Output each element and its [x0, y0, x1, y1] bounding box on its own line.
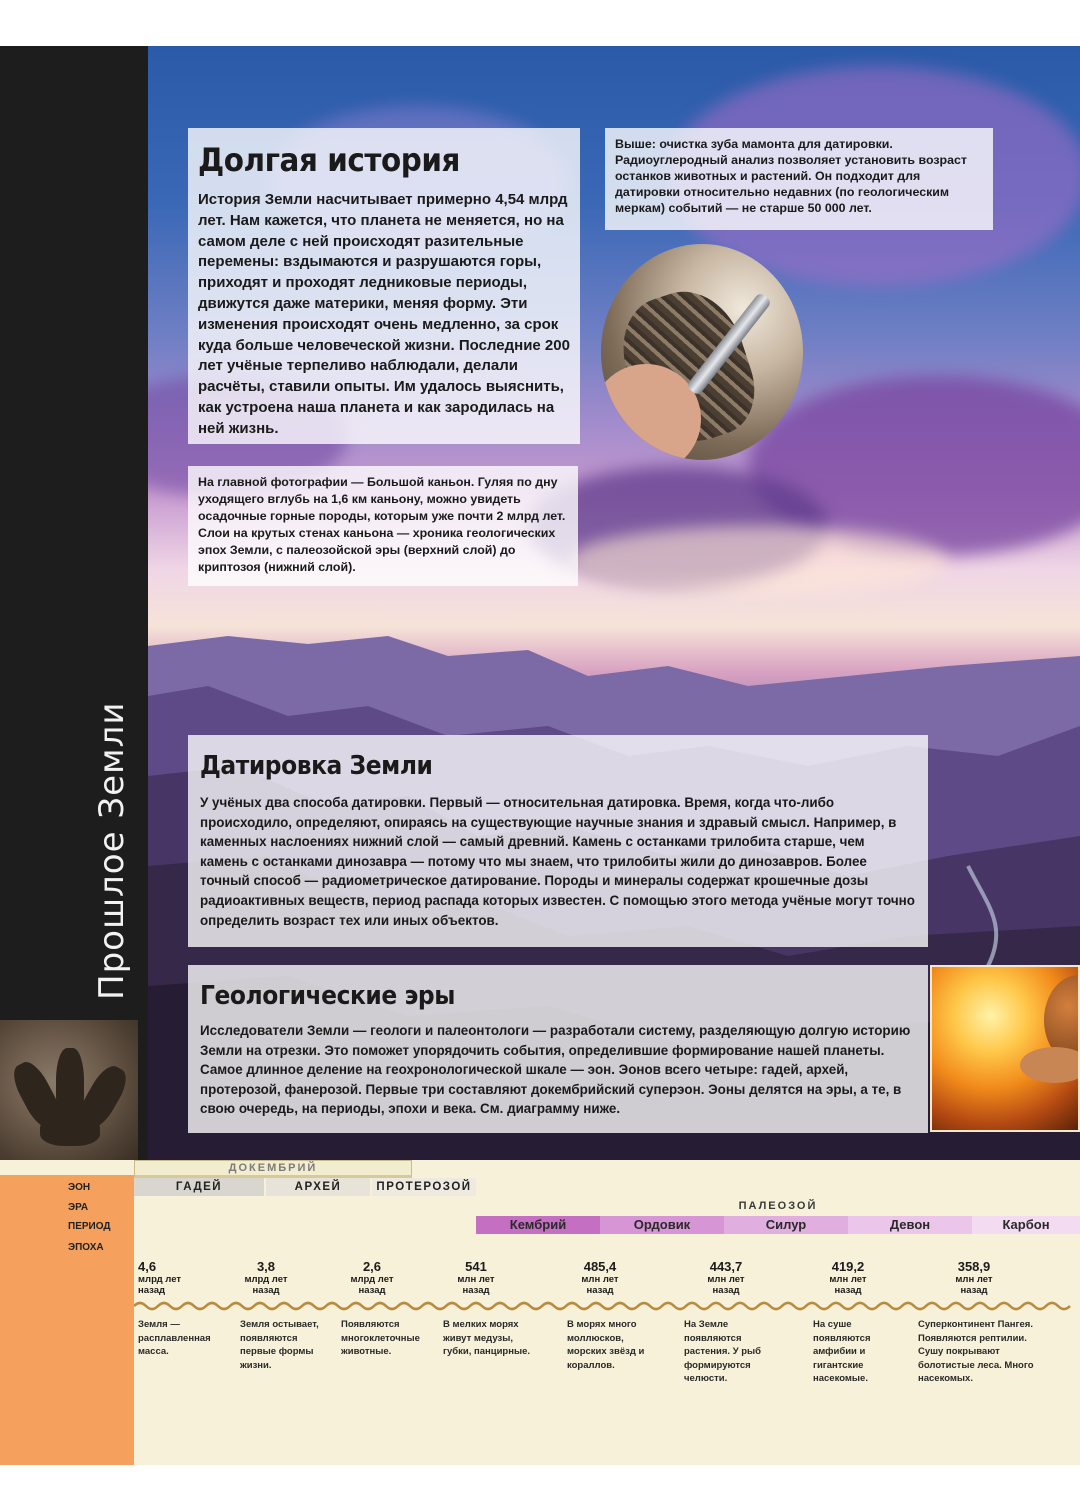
event-proterozoic: Появляются многоклеточные животные.	[341, 1319, 420, 1357]
dating-title: Датировка Земли	[200, 751, 433, 781]
date-cambrian: 541 млн лет назад	[457, 1259, 495, 1296]
dinosaur-footprint-photo	[0, 1020, 138, 1160]
mammoth-caption: Выше: очистка зуба мамонта для датировки. Радиоуглеродный анализ позволяет установить возраст останков животных и растений. Он подходит для датировки относительно недавних (по геологическим меркам) событий — не старше 50 000 лет.	[615, 137, 967, 215]
dating-text: У учёных два способа датировки. Первый — относительная датировка. Время, когда что-либо происходило, определяют, опираясь на существующие научные знания и здравый смысл. Например, в каменных наслоениях нижний слой — самый древний. Камень с останками трилобита старше, чем камень с останками динозавра — потому что мы знаем, что трилобиты жили до динозавров. Более точный способ — радиометрическое датирование. Породы и минералы содержат крошечные дозы радиоактивных веществ, период распада которых известен. С помощью этого метода учёные могут точно определить возраст тех или иных объектов.	[200, 795, 915, 928]
era-paleozoic: ПАЛЕОЗОЙ	[738, 1200, 818, 1212]
period-cambrian: Кембрий	[476, 1216, 600, 1234]
period-carboniferous: Карбон	[972, 1216, 1080, 1234]
row-label-era: ЭРА	[68, 1202, 89, 1213]
period-devonian: Девон	[848, 1216, 972, 1234]
event-cambrian: В мелких морях живут медузы, губки, панцирные.	[443, 1319, 530, 1357]
eras-title: Геологические эры	[200, 981, 455, 1011]
section-title: Прошлое Земли	[92, 701, 132, 1000]
timeline-wave-divider	[134, 1300, 1080, 1312]
row-label-epoch: ЭПОХА	[68, 1242, 104, 1253]
eon-hadean: ГАДЕЙ	[134, 1178, 264, 1196]
history-title: Долгая история	[198, 141, 460, 179]
eras-text: Исследователи Земли — геологи и палеонтологи — разработали систему, разделяющую долгую историю Земли на отрезки. Это поможет упорядочить события, определившие формирование нашей планеты. Самое длинное деление на геохронологической шкале — эон. Эонов всего четыре: гадей, архей, протерозой, фанерозой. Первые три составляют докембрийский суперэон. Эоны делятся на эры, а те, в свою очередь, на периоды, эпохи и века. См. диаграмму ниже.	[200, 1023, 911, 1117]
event-ordovician: В морях много моллюсков, морских звёзд и кораллов.	[567, 1319, 645, 1371]
date-proterozoic: 2,6 млрд лет назад	[350, 1259, 394, 1296]
date-archean: 3,8 млрд лет назад	[244, 1259, 288, 1296]
dating-panel	[188, 735, 928, 947]
event-archean: Земля остывает, появляются первые формы жизни.	[240, 1319, 319, 1371]
date-carboniferous: 358,9 млн лет назад	[955, 1259, 993, 1296]
event-carboniferous: Суперконтинент Пангея. Появляются рептилии. Сушу покрывают болотистые леса. Много насекомых.	[918, 1319, 1034, 1384]
event-hadean: Земля — расплавленная масса.	[138, 1319, 211, 1357]
history-text: История Земли насчитывает примерно 4,54 млрд лет. Нам кажется, что планета не меняется, но на самом деле с ней происходят разительные перемены: вздымаются и разрушаются горы, приходят и проходят ледниковые периоды, движутся даже материки, меняя форму. Эти изменения происходят очень медленно, за срок куда больше человеческой жизни. Последние 200 лет учёные терпеливо наблюдали, делали расчёты, ставили опыты. Им удалось выяснить, как устроена наша планета и как зародилась на ней жизнь.	[198, 191, 570, 437]
row-label-eon: ЭОН	[68, 1182, 91, 1193]
eras-panel	[188, 965, 928, 1133]
canyon-caption-panel	[188, 466, 578, 586]
row-label-period: ПЕРИОД	[68, 1221, 111, 1232]
event-silurian: На Земле появляются растения. У рыб формируются челюсти.	[684, 1319, 762, 1384]
eon-archean: АРХЕЙ	[266, 1178, 370, 1196]
event-devonian: На суше появляются амфибии и гигантские насекомые.	[813, 1319, 871, 1384]
canyon-caption: На главной фотографии — Большой каньон. Гуляя по дну уходящего вглубь на 1,6 км каньону, можно увидеть осадочные горные породы, которым уже почти 2 млрд лет. Слои на крутых стенах каньона — хроника геологических эпох Земли, с палеозойской эры (верхний слой) до криптозоя (нижний слой).	[198, 475, 566, 574]
timeline-left-band	[0, 1175, 134, 1465]
period-silurian: Силур	[724, 1216, 848, 1234]
date-hadean: 4,6 млрд лет назад	[138, 1259, 182, 1296]
date-devonian: 419,2 млн лет назад	[829, 1259, 867, 1296]
history-panel	[188, 128, 580, 444]
date-silurian: 443,7 млн лет назад	[707, 1259, 745, 1296]
mammoth-tooth-photo	[601, 244, 803, 460]
mammoth-caption-panel	[605, 128, 993, 230]
eon-proterozoic: ПРОТЕРОЗОЙ	[372, 1178, 476, 1196]
period-ordovician: Ордовик	[600, 1216, 724, 1234]
date-ordovician: 485,4 млн лет назад	[581, 1259, 619, 1296]
earth-in-fire-photo	[930, 965, 1080, 1132]
supereon-label: ДОКЕМБРИЙ	[134, 1160, 412, 1178]
